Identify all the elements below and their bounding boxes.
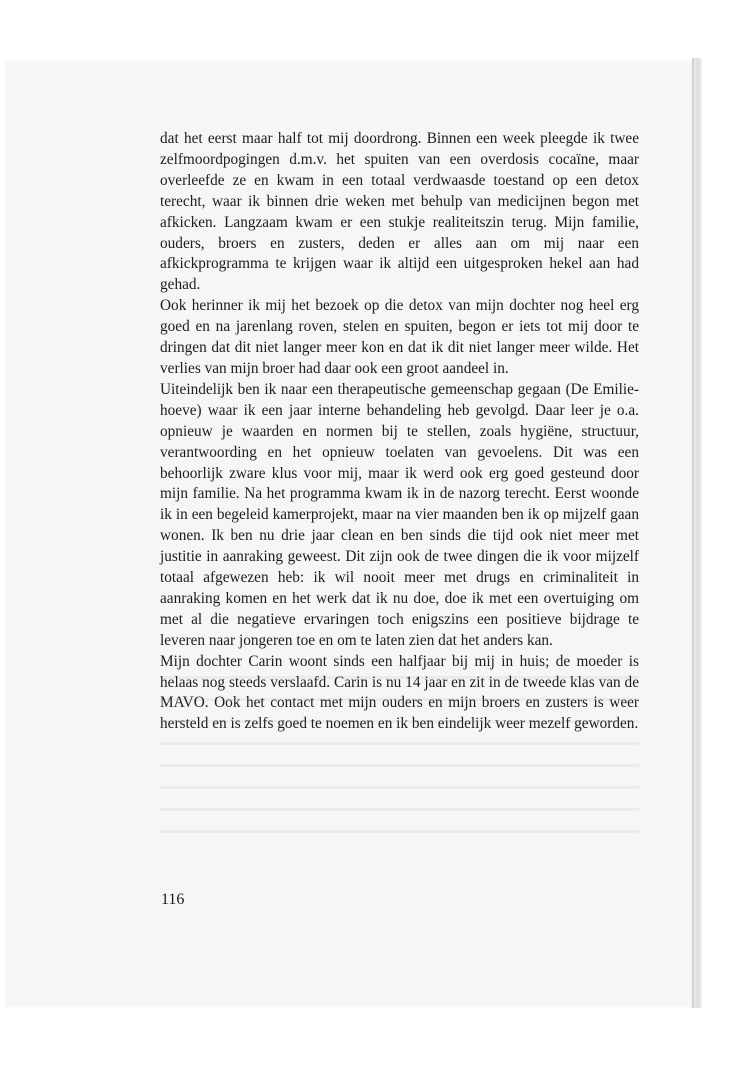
page-number: 116 <box>161 891 185 908</box>
ghost-line <box>160 698 639 701</box>
ghost-line <box>160 830 639 833</box>
page-edge-shadow <box>692 58 702 1008</box>
paragraph-2: Ook herinner ik mij het bezoek op die detox van mijn dochter nog heel erg goed en na jarenlang roven, stelen en spuiten, begon er iets tot mij door te dringen dat dit niet langer meer kon en dat ik dit niet langer meer wilde. Het verlies van mijn broer had daar ook een groot aandeel in. <box>160 297 639 377</box>
ghost-line <box>160 808 639 811</box>
body-text <box>160 129 639 735</box>
ghost-line <box>160 676 639 679</box>
ghost-line <box>160 742 639 745</box>
show-through-text <box>160 676 639 856</box>
paragraph-1: dat het eerst maar half tot mij doordrong. Binnen een week pleegde ik twee zelfmoordpogingen d.m.v. het spuiten van een overdosis cocaïne, maar overleefde ze en kwam in een totaal verdwaasde toestand op een detox terecht, waar ik binnen drie weken met behulp van medicijnen begon met afkicken. Langzaam kwam er een stukje realiteitszin terug. Mijn familie, ouders, broers en zusters, deden er alles aan om mij naar een afkickprogramma te krijgen waar ik altijd een uitgesproken hekel aan had gehad. <box>160 130 639 294</box>
paragraph-4: Mijn dochter Carin woont sinds een halfjaar bij mij in huis; de moeder is helaas nog steeds verslaafd. Carin is nu 14 jaar en zit in de tweede klas van de MAVO. Ook het contact met mijn ouders en mijn broers en zusters is weer hersteld en is zelfs goed te noemen en ik ben eindelijk weer mezelf geworden. <box>160 652 639 733</box>
paragraph-3: Uiteindelijk ben ik naar een therapeutische gemeenschap gegaan (De Emilie-hoeve) waar ik een jaar interne behandeling heb gevolgd. Daar leer je o.a. opnieuw je waarden en normen bij te stellen, zoals hygiëne, structuur, verantwoording en het opnieuw toelaten van gevoelens. Dit was een behoorlijk zware klus voor mij, maar ik werd ook erg goed gesteund door mijn familie. Na het programma kwam ik in de nazorg terecht. Eerst woonde ik in een begeleid kamerprojekt, maar na vier maanden ben ik op mijzelf gaan wonen. Ik ben nu drie jaar clean en ben sinds die tijd ook niet meer met justitie in aanraking geweest. Dit zijn ook de twee dingen die ik voor mijzelf totaal afgewezen heb: ik wil nooit meer met drugs en criminaliteit in aanraking komen en het werk dat ik nu doe, doe ik met een overtuiging om met al die negatieve ervaringen toch enigszins een positieve bijdrage te leveren naar jongeren toe en om te laten zien dat het anders kan. <box>160 380 639 649</box>
ghost-line <box>160 786 639 789</box>
ghost-line <box>160 764 639 767</box>
ghost-line <box>160 720 639 723</box>
